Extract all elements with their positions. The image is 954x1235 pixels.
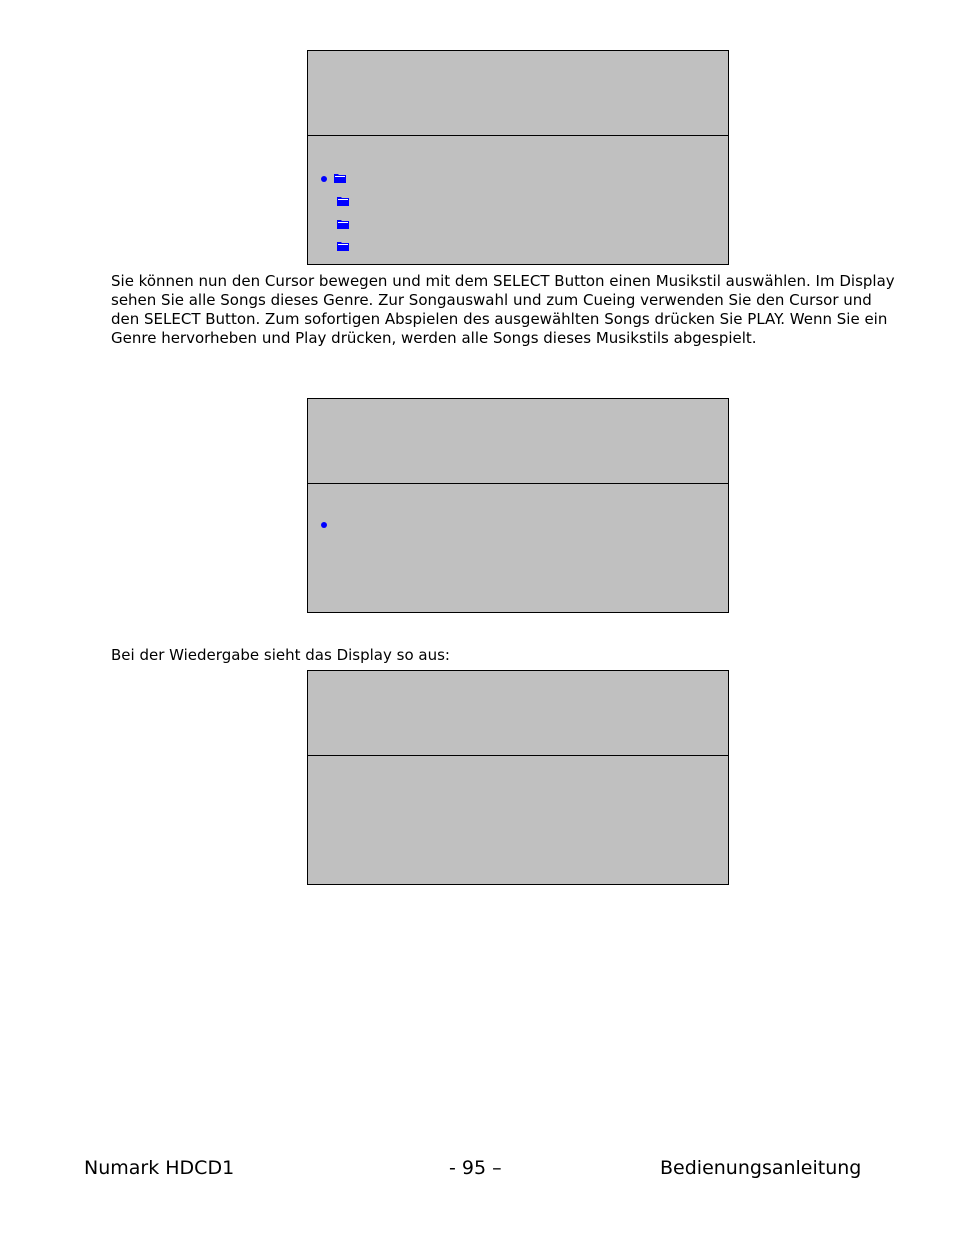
display-genre-list [307, 50, 729, 265]
display-header-area [308, 671, 728, 756]
footer-manual-title: Bedienungsanleitung [660, 1157, 862, 1179]
playback-intro-paragraph: Bei der Wiedergabe sieht das Display so aus: [111, 646, 450, 664]
cursor-dot-icon [321, 522, 327, 528]
display-header-area [308, 51, 728, 136]
footer-page-number: - 95 – [449, 1157, 502, 1179]
cursor-dot-icon [321, 176, 327, 182]
display-status-area [308, 756, 728, 884]
display-list-area [308, 484, 728, 612]
display-list-area [308, 136, 728, 264]
genre-instructions-paragraph: Sie können nun den Cursor bewegen und mit dem SELECT Button einen Musikstil auswählen. Im Display sehen Sie alle Songs dieses Genre. Zur Songauswahl und zum Cueing verwenden Sie den Cursor und den SELECT Button. Zum sofortigen Abspielen des ausgewählten Songs drücken Sie PLAY. Wenn Sie ein Genre hervorheben und Play drücken, werden alle Songs dieses Musikstils abgespielt. [111, 272, 895, 347]
footer-product-name: Numark HDCD1 [84, 1157, 235, 1179]
folder-icon [337, 241, 349, 251]
display-playback [307, 670, 729, 885]
display-header-area [308, 399, 728, 484]
display-song-list [307, 398, 729, 613]
folder-icon [337, 196, 349, 206]
folder-icon [334, 173, 346, 183]
folder-icon [337, 219, 349, 229]
